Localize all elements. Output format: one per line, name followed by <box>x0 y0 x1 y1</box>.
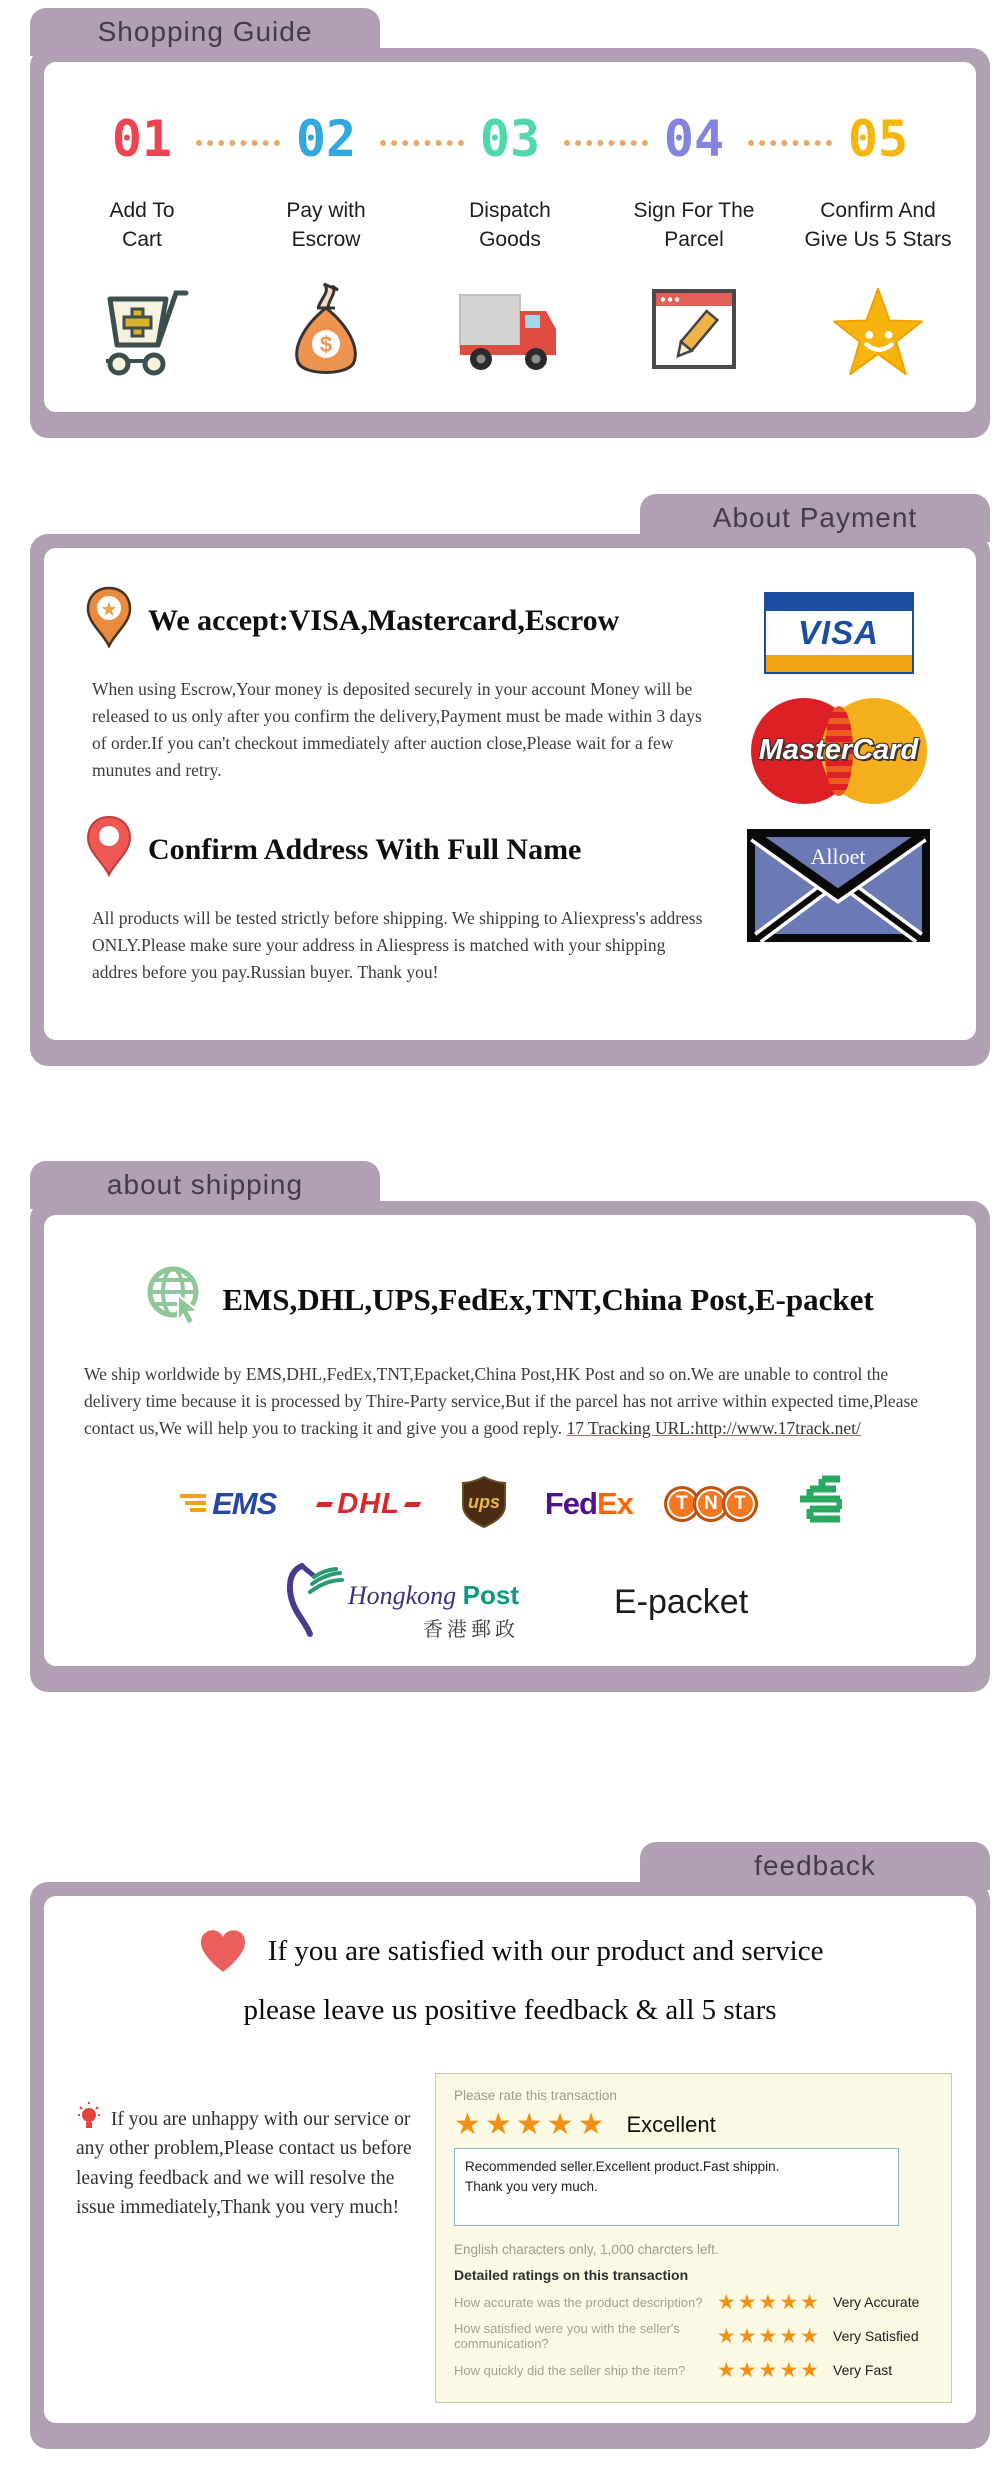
shipping-heading-row <box>84 1265 936 1335</box>
about-payment-tab <box>640 494 990 542</box>
about-payment-title: About Payment <box>712 502 918 533</box>
rating-word: Excellent <box>626 2111 716 2137</box>
epacket-label: E-packet <box>613 1582 749 1621</box>
rating-stars: ★★★★★ <box>716 2324 821 2349</box>
about-shipping-panel <box>44 1215 976 1666</box>
rating-stars: ★★★★★ <box>716 2290 821 2315</box>
about-shipping-frame <box>30 1201 990 1692</box>
heart-icon <box>197 1949 256 1981</box>
feedback-frame <box>30 1882 990 2449</box>
fedex-logo: FedEx <box>544 1486 633 1522</box>
carrier-logos-row <box>84 1472 936 1536</box>
svg-text:ups: ups <box>467 1491 500 1512</box>
step-add-to-cart <box>50 110 234 381</box>
step-dispatch-goods <box>418 110 602 381</box>
about-payment-section <box>30 494 990 1066</box>
step-pay-escrow <box>234 110 418 381</box>
step-number: 05 <box>847 110 909 168</box>
unhappy-note: If you are unhappy with our service or any other problem,Please contact us before leaving feedback and we will resolve the issue immediately,Thank you very much! <box>68 2073 413 2403</box>
svg-text:★: ★ <box>101 600 117 619</box>
ups-logo <box>461 1475 507 1534</box>
about-payment-frame <box>30 534 990 1066</box>
shopping-guide-panel <box>44 62 976 412</box>
shipping-paragraph: We ship worldwide by EMS,DHL,FedEx,TNT,Epacket,China Post,HK Post and so on.We are unable to control the delivery time because it is processed by Thire-Party service,But if the parcel has not arrive within expected time,Please contact us,We will help you to tracking it and give you a good reply. 17 Tracking URL:http://www.17track.net/ <box>84 1363 919 1439</box>
step-number: 03 <box>479 110 541 168</box>
shopping-guide-tab <box>30 8 380 56</box>
feedback-panel <box>44 1896 976 2423</box>
about-shipping-title: about shipping <box>106 1168 304 1200</box>
rating-stars: ★★★★★ <box>454 2107 609 2143</box>
visa-logo <box>764 592 914 674</box>
feedback-comment-box[interactable]: Recommended seller.Excellent product.Fast shippin. Thank you very much. <box>454 2148 899 2226</box>
feedback-tab <box>640 1842 990 1890</box>
globe-cursor-icon <box>146 1265 206 1335</box>
detail-ratings-heading: Detailed ratings on this transaction <box>454 2267 689 2284</box>
shopping-guide-frame <box>30 48 990 438</box>
step-number: 04 <box>663 110 725 168</box>
payment-logos-column <box>731 586 946 1016</box>
address-heading: Confirm Address With Full Name <box>148 832 582 866</box>
rating-stars: ★★★★★ <box>716 2358 821 2383</box>
visa-wordmark: VISA <box>797 614 880 651</box>
tnt-logo: T N T <box>671 1486 758 1522</box>
about-payment-panel <box>44 548 976 1040</box>
money-bag-icon <box>234 281 418 381</box>
step-label: Confirm And Give Us 5 Stars <box>804 199 952 252</box>
detail-rating-row: How quickly did the seller ship the item? ★★★★★ Very Fast <box>454 2358 893 2383</box>
about-shipping-section <box>30 1161 990 1692</box>
payment-text-column <box>86 586 731 1016</box>
chars-note: English characters only, 1,000 charcters left. <box>454 2242 719 2258</box>
shipping-heading: EMS,DHL,UPS,FedEx,TNT,China Post,E-packet <box>222 1281 874 1317</box>
feedback-form <box>435 2073 952 2403</box>
accept-heading-row <box>86 586 711 656</box>
pin-icon <box>86 815 132 885</box>
detail-rating-row: How accurate was the product description? ★★★★★ Very Accurate <box>454 2290 920 2315</box>
ems-stripes <box>178 1490 208 1518</box>
shopping-guide-title: Shopping Guide <box>97 16 313 47</box>
hongkong-post-chinese: 香港郵政 <box>422 1619 519 1642</box>
shopping-guide-section <box>30 8 990 438</box>
bulb-icon <box>76 2101 102 2131</box>
address-heading-row <box>86 815 711 885</box>
detail-rating-row: How satisfied were you with the seller's communication? ★★★★★ Very Satisfied <box>454 2321 919 2352</box>
hongkong-post-bird <box>272 1562 346 1642</box>
sign-parcel-icon <box>602 281 786 381</box>
rate-label: Please rate this transaction <box>454 2088 617 2104</box>
address-paragraph: All products will be tested strictly before shipping. We shipping to Aliexpress's address ONLY.Please make sure your address in Aliespress is matched with your shipping addres before you pay.Russian buyer. Thank you! <box>92 907 703 982</box>
dhl-logo: DHL <box>314 1488 423 1521</box>
pin-star-icon <box>86 586 132 656</box>
step-label: Sign For The Parcel <box>633 199 755 252</box>
step-label: Add To Cart <box>109 199 175 252</box>
steps-row <box>44 110 976 381</box>
china-post-logo <box>796 1474 842 1535</box>
step-number: 01 <box>111 110 173 168</box>
feedback-title: feedback <box>754 1850 876 1882</box>
mastercard-wordmark: MasterCard <box>758 734 919 766</box>
cart-icon <box>50 281 234 381</box>
step-sign-parcel <box>602 110 786 381</box>
hongkong-post-logo: Hongkong Post 香港郵政 <box>272 1562 519 1642</box>
escrow-paragraph: When using Escrow,Your money is deposited securely in your account Money will be released to us only after you confirm the delivery,Payment must be made within 3 days of order.If you can't checkout immediately after auction close,Please wait for a few munutes and retry. <box>92 679 702 781</box>
step-five-stars <box>786 110 970 381</box>
smiling-star-icon <box>786 281 970 381</box>
svg-text:$: $ <box>319 331 333 357</box>
step-number: 02 <box>295 110 357 168</box>
ems-logo: EMS <box>178 1486 276 1522</box>
step-label: Dispatch Goods <box>469 199 551 252</box>
feedback-section <box>30 1842 990 2449</box>
envelope-label: Alloet <box>810 844 866 869</box>
tracking-url-link[interactable]: 17 Tracking URL:http://www.17track.net/ <box>566 1418 861 1439</box>
about-shipping-tab <box>30 1161 380 1209</box>
mastercard-logo <box>751 698 927 804</box>
truck-icon <box>418 281 602 381</box>
shipping-logos-row2 <box>84 1562 936 1642</box>
envelope-icon <box>746 828 931 948</box>
step-label: Pay with Escrow <box>286 199 366 252</box>
accept-heading: We accept:VISA,Mastercard,Escrow <box>148 604 620 637</box>
feedback-heading: If you are satisfied with our product and service please leave us positive feedback & all 5 stars <box>68 1926 952 2033</box>
